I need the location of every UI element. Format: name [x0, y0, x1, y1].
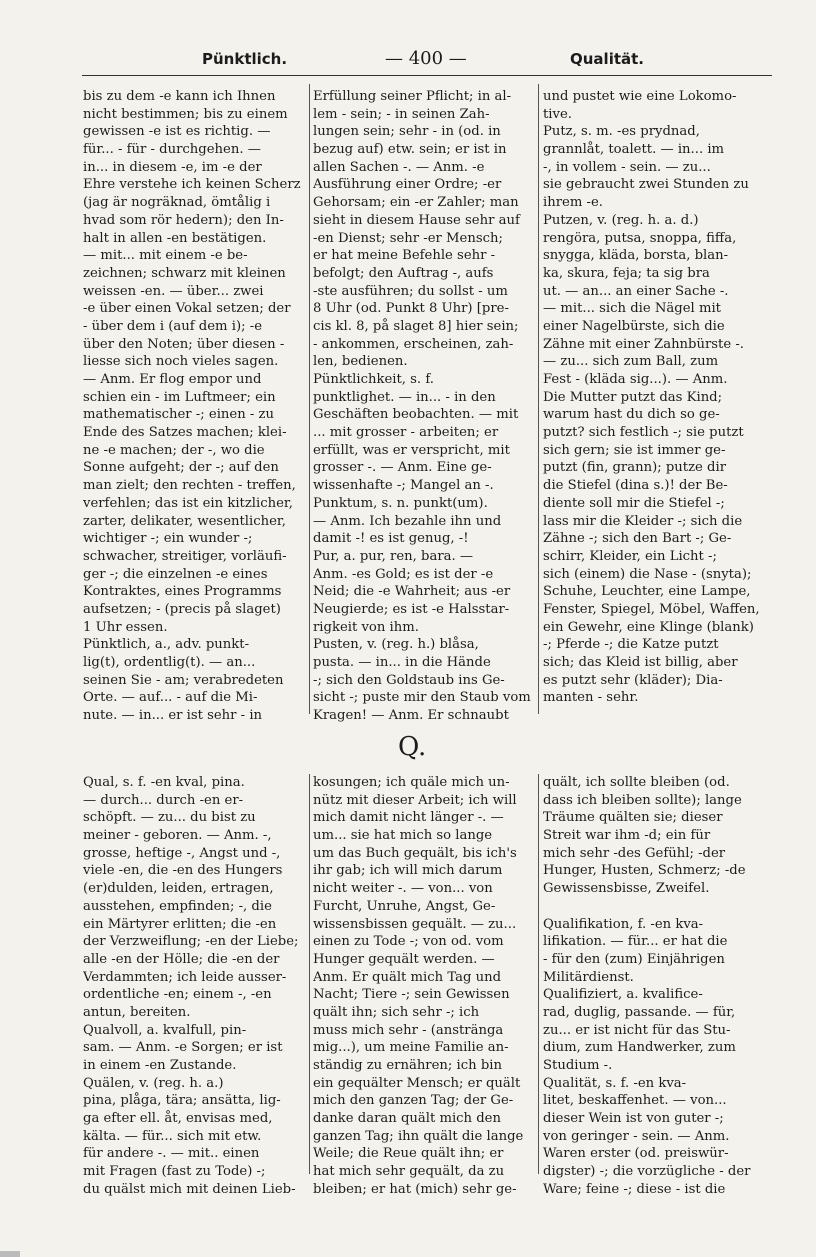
- text-line: ihr gab; ich will mich darum: [313, 863, 503, 879]
- text-line: und pustet wie eine Lokomo-: [543, 89, 737, 104]
- text-line: man zielt; den rechten - treffen,: [83, 478, 296, 494]
- text-line: gewissen -e ist es richtig. —: [83, 124, 271, 140]
- text-line: kälta. — für... sich mit etw.: [83, 1128, 262, 1144]
- text-line: punktlighet. — in... - in den: [313, 389, 496, 405]
- text-line: Pünktlich, a., adv. punkt-: [83, 637, 250, 653]
- text-line: Qualifiziert, a. kvalifice-: [543, 987, 703, 1003]
- text-line: - für den (zum) Einjährigen: [543, 951, 725, 967]
- page-number: — 400 —: [385, 48, 467, 69]
- text-line: Geschäften beobachten. — mit: [313, 407, 519, 423]
- text-line: muss mich sehr - (anstränga: [313, 1022, 504, 1038]
- text-line: (jag är nogräknad, ömtålig i: [83, 195, 271, 211]
- text-line: damit -! es ist genug, -!: [313, 531, 469, 547]
- text-line: Kragen! — Anm. Er schnaubt: [313, 708, 509, 724]
- text-line: wichtiger -; ein wunder -;: [83, 531, 253, 547]
- text-line: Ehre verstehe ich keinen Scherz: [83, 177, 301, 193]
- text-line: rigkeit von ihm.: [313, 619, 419, 635]
- text-line: ne -e machen; der -, wo die: [83, 442, 265, 458]
- text-line: in... in diesem -e, im -e der: [83, 159, 262, 175]
- text-line: in einem -en Zustande.: [83, 1058, 237, 1073]
- text-line: digster) -; die vorzügliche - der: [543, 1164, 751, 1180]
- text-line: ... mit grosser - arbeiten; er: [313, 425, 499, 441]
- text-line: mathematischer -; einen - zu: [83, 407, 274, 423]
- text-line: halt in allen -en bestätigen.: [83, 230, 267, 246]
- text-line: (er)dulden, leiden, ertragen,: [83, 881, 274, 897]
- text-line: sam. — Anm. -e Sorgen; er ist: [83, 1040, 283, 1056]
- text-line: über den Noten; über diesen -: [83, 336, 285, 352]
- text-line: mich damit nicht länger -. —: [313, 810, 504, 826]
- text-line: schien ein - im Luftmeer; ein: [83, 389, 276, 405]
- column-divider: [538, 84, 539, 714]
- text-line: - über dem i (auf dem i); -e: [83, 318, 263, 334]
- text-line: Furcht, Unruhe, Angst, Ge-: [313, 898, 496, 914]
- text-line: — Anm. Ich bezahle ihn und: [313, 513, 502, 529]
- text-line: Kontraktes, eines Programms: [83, 584, 282, 600]
- text-line: dium, zum Handwerker, zum: [543, 1040, 736, 1056]
- bottom-column-2: [313, 774, 533, 1199]
- text-line: dieser Wein ist von guter -;: [543, 1111, 724, 1127]
- text-line: Anm. -es Gold; es ist der -e: [313, 566, 494, 582]
- text-line: hvad som rör hedern); den In-: [83, 212, 284, 228]
- text-line: — mit... sich die Nägel mit: [543, 301, 721, 317]
- text-line: len, bedienen.: [313, 354, 408, 370]
- text-line: lig(t), ordentlig(t). — an...: [83, 655, 256, 670]
- text-line: nicht bestimmen; bis zu einem: [83, 106, 288, 122]
- text-line: diente soll mir die Stiefel -;: [543, 495, 725, 511]
- text-line: Putz, s. m. -es prydnad,: [543, 124, 700, 140]
- text-line: Studium -.: [543, 1058, 613, 1073]
- text-line: sieht in diesem Hause sehr auf: [313, 212, 520, 228]
- text-line: der Verzweiflung; -en der Liebe;: [83, 934, 299, 950]
- text-line: -e über einen Vokal setzen; der: [83, 301, 291, 317]
- text-line: quält ihn; sich sehr -; ich: [313, 1004, 480, 1020]
- text-line: Ende des Satzes machen; klei-: [83, 425, 287, 441]
- text-line: grosser -. — Anm. Eine ge-: [313, 460, 492, 476]
- text-line: Gehorsam; ein -er Zahler; man: [313, 195, 519, 211]
- text-line: Qualvoll, a. kvalfull, pin-: [83, 1022, 247, 1038]
- text-line: pusta. — in... in die Hände: [313, 655, 491, 670]
- text-line: bleiben; er hat (mich) sehr ge-: [313, 1181, 517, 1197]
- text-line: Orte. — auf... - auf die Mi-: [83, 690, 258, 706]
- text-line: weissen -en. — über... zwei: [83, 283, 264, 299]
- text-line: pina, plåga, tära; ansätta, lig-: [83, 1093, 281, 1109]
- bottom-column-3: [543, 774, 765, 1199]
- text-line: meiner - geboren. — Anm. -,: [83, 828, 272, 844]
- text-line: Gewissensbisse, Zweifel.: [543, 881, 710, 897]
- text-line: — mit... mit einem -e be-: [83, 248, 248, 264]
- text-line: Ausführung einer Ordre; -er: [313, 177, 502, 193]
- text-line: ein gequälter Mensch; er quält: [313, 1075, 521, 1091]
- text-line: ein Gewehr, eine Klinge (blank): [543, 619, 754, 635]
- text-line: liesse sich noch vieles sagen.: [83, 354, 279, 370]
- text-line: nute. — in... er ist sehr - in: [83, 708, 263, 724]
- text-line: snygga, kläda, borsta, blan-: [543, 248, 729, 264]
- text-line: -; sich den Goldstaub ins Ge-: [313, 672, 505, 688]
- text-line: Pur, a. pur, ren, bara. —: [313, 548, 474, 564]
- text-line: einer Nagelbürste, sich die: [543, 318, 725, 334]
- text-line: ordentliche -en; einem -, -en: [83, 987, 272, 1003]
- text-line: — durch... durch -en er-: [83, 792, 244, 808]
- column-divider: [309, 774, 310, 1174]
- top-column-2: [313, 88, 533, 725]
- text-line: ger -; die einzelnen -e eines: [83, 566, 268, 582]
- top-column-3: [543, 88, 765, 707]
- text-line: cis kl. 8, på slaget 8] hier sein;: [313, 318, 519, 334]
- text-line: für... - für - durchgehen. —: [83, 142, 261, 158]
- text-line: wissenhafte -; Mangel an -.: [313, 478, 494, 494]
- text-line: Weile; die Reue quält ihn; er: [313, 1146, 504, 1162]
- text-line: Neugierde; es ist -e Halsstar-: [313, 601, 510, 617]
- text-line: du quälst mich mit deinen Lieb-: [83, 1181, 296, 1197]
- text-line: die Stiefel (dina s.)! der Be-: [543, 478, 728, 494]
- text-line: Streit war ihm -d; ein für: [543, 828, 711, 844]
- text-line: Zähne mit einer Zahnbürste -.: [543, 336, 744, 352]
- text-line: schirr, Kleider, ein Licht -;: [543, 548, 717, 564]
- text-line: verfehlen; das ist ein kitzlicher,: [83, 495, 293, 511]
- text-line: bis zu dem -e kann ich Ihnen: [83, 89, 276, 104]
- text-line: um... sie hat mich so lange: [313, 828, 493, 844]
- text-line: viele -en, die -en des Hungers: [83, 863, 283, 879]
- text-line: Nacht; Tiere -; sein Gewissen: [313, 987, 510, 1003]
- text-line: nicht weiter -. — von... von: [313, 881, 493, 897]
- text-line: lifikation. — für... er hat die: [543, 934, 728, 950]
- header-left-word: Pünktlich.: [202, 50, 288, 68]
- text-line: er hat meine Befehle sehr -: [313, 248, 496, 264]
- header-right-word: Qualität.: [570, 50, 644, 68]
- text-line: litet, beskaffenhet. — von...: [543, 1093, 727, 1109]
- text-line: -ste ausführen; du sollst - um: [313, 283, 508, 299]
- text-line: kosungen; ich quäle mich un-: [313, 775, 510, 790]
- text-line: putzt? sich festlich -; sie putzt: [543, 425, 744, 441]
- column-divider: [309, 84, 310, 714]
- text-line: erfüllt, was er verspricht, mit: [313, 442, 510, 458]
- text-line: aufsetzen; - (precis på slaget): [83, 601, 281, 617]
- text-line: Die Mutter putzt das Kind;: [543, 389, 723, 405]
- text-line: sich gern; sie ist immer ge-: [543, 442, 726, 458]
- text-line: ga efter ell. åt, envisas med,: [83, 1111, 273, 1127]
- text-line: schöpft. — zu... du bist zu: [83, 810, 256, 826]
- text-line: Qualität, s. f. -en kva-: [543, 1075, 687, 1091]
- text-line: ihrem -e.: [543, 195, 603, 211]
- text-line: Hunger, Husten, Schmerz; -de: [543, 863, 746, 879]
- text-line: ka, skura, feja; ta sig bra: [543, 265, 710, 281]
- text-line: Hunger gequält werden. —: [313, 951, 495, 967]
- text-line: rengöra, putsa, snoppa, fiffa,: [543, 230, 737, 246]
- text-line: bezug auf) etw. sein; er ist in: [313, 142, 507, 158]
- text-line: Sonne aufgeht; der -; auf den: [83, 460, 279, 476]
- text-line: dass ich bleiben sollte); lange: [543, 792, 742, 808]
- text-line: 1 Uhr essen.: [83, 619, 168, 635]
- header-rule: [82, 75, 772, 76]
- text-line: manten - sehr.: [543, 690, 639, 706]
- text-line: zarter, delikater, wesentlicher,: [83, 513, 286, 529]
- text-line: Ware; feine -; diese - ist die: [543, 1181, 726, 1197]
- text-line: Anm. Er quält mich Tag und: [313, 969, 502, 985]
- text-line: ausstehen, empfinden; -, die: [83, 898, 272, 914]
- text-line: grosse, heftige -, Angst und -,: [83, 845, 281, 861]
- text-line: ganzen Tag; ihn quält die lange: [313, 1128, 524, 1144]
- text-line: Fenster, Spiegel, Möbel, Waffen,: [543, 601, 760, 617]
- text-line: lungen sein; sehr - in (od. in: [313, 124, 501, 140]
- text-line: lem - sein; - in seinen Zah-: [313, 106, 490, 122]
- text-line: mich sehr -des Gefühl; -der: [543, 845, 726, 861]
- text-line: Schuhe, Leuchter, eine Lampe,: [543, 584, 751, 600]
- text-line: Quälen, v. (reg. h. a.): [83, 1075, 224, 1091]
- scan-artifact: [0, 1251, 20, 1257]
- text-line: lass mir die Kleider -; sich die: [543, 513, 743, 529]
- text-line: mich den ganzen Tag; der Ge-: [313, 1093, 514, 1109]
- text-line: danke daran quält mich den: [313, 1111, 501, 1127]
- text-line: schwacher, streitiger, vorläufi-: [83, 548, 287, 564]
- text-line: sich; das Kleid ist billig, aber: [543, 655, 738, 670]
- text-line: mit Fragen (fast zu Tode) -;: [83, 1164, 266, 1180]
- text-line: Putzen, v. (reg. h. a. d.): [543, 212, 699, 228]
- text-line: — Anm. Er flog empor und: [83, 372, 262, 387]
- text-line: -; Pferde -; die Katze putzt: [543, 637, 719, 653]
- text-line: - ankommen, erscheinen, zah-: [313, 336, 514, 352]
- text-line: antun, bereiten.: [83, 1004, 191, 1020]
- text-line: zu... er ist nicht für das Stu-: [543, 1022, 731, 1038]
- text-line: putzt (fin, grann); putze dir: [543, 460, 727, 476]
- running-header: [80, 48, 770, 74]
- text-line: von geringer - sein. — Anm.: [543, 1128, 730, 1144]
- text-line: Träume quälten sie; dieser: [543, 810, 723, 826]
- text-line: [543, 898, 765, 916]
- text-line: Militärdienst.: [543, 969, 634, 985]
- text-line: Zähne -; sich den Bart -; Ge-: [543, 531, 732, 547]
- text-line: Qual, s. f. -en kval, pina.: [83, 775, 245, 790]
- text-line: Neid; die -e Wahrheit; aus -er: [313, 584, 511, 600]
- text-line: sich (einem) die Nase - (snyta);: [543, 566, 752, 582]
- text-line: quält, ich sollte bleiben (od.: [543, 775, 730, 790]
- text-line: seinen Sie - am; verabredeten: [83, 672, 284, 688]
- section-letter: Q.: [398, 732, 427, 762]
- text-line: Fest - (kläda sig...). — Anm.: [543, 372, 728, 387]
- bottom-column-1: [83, 774, 303, 1199]
- text-line: ein Märtyrer erlitten; die -en: [83, 916, 277, 932]
- text-line: sie gebraucht zwei Stunden zu: [543, 177, 749, 193]
- text-line: -en Dienst; sehr -er Mensch;: [313, 230, 503, 246]
- text-line: tive.: [543, 106, 572, 122]
- text-line: — zu... sich zum Ball, zum: [543, 354, 719, 370]
- column-divider: [538, 774, 539, 1174]
- text-line: nütz mit dieser Arbeit; ich will: [313, 792, 517, 808]
- text-line: ständig zu ernähren; ich bin: [313, 1058, 502, 1073]
- text-line: wissensbissen gequält. — zu...: [313, 916, 517, 932]
- text-line: warum hast du dich so ge-: [543, 407, 720, 423]
- text-line: Erfüllung seiner Pflicht; in al-: [313, 89, 512, 104]
- text-line: alle -en der Hölle; die -en der: [83, 951, 280, 967]
- text-line: befolgt; den Auftrag -, aufs: [313, 265, 494, 281]
- text-line: es putzt sehr (kläder); Dia-: [543, 672, 723, 688]
- text-line: -, in vollem - sein. — zu...: [543, 159, 711, 175]
- text-line: Verdammten; ich leide ausser-: [83, 969, 287, 985]
- text-line: sicht -; puste mir den Staub vom: [313, 690, 531, 706]
- text-line: allen Sachen -. — Anm. -e: [313, 159, 485, 175]
- text-line: hat mich sehr gequält, da zu: [313, 1164, 505, 1180]
- text-line: 8 Uhr (od. Punkt 8 Uhr) [pre-: [313, 301, 509, 317]
- text-line: mig...), um meine Familie an-: [313, 1040, 509, 1056]
- text-line: grannlåt, toalett. — in... im: [543, 142, 725, 158]
- top-column-1: [83, 88, 303, 725]
- text-line: Pünktlichkeit, s. f.: [313, 372, 434, 387]
- text-line: Qualifikation, f. -en kva-: [543, 916, 704, 932]
- text-line: für andere -. — mit.. einen: [83, 1146, 260, 1162]
- text-line: um das Buch gequält, bis ich's: [313, 845, 517, 861]
- text-line: einen zu Tode -; von od. vom: [313, 934, 504, 950]
- text-line: ut. — an... an einer Sache -.: [543, 283, 729, 299]
- text-line: Waren erster (od. preiswür-: [543, 1146, 729, 1162]
- text-line: Pusten, v. (reg. h.) blåsa,: [313, 637, 479, 653]
- text-line: rad, duglig, passande. — für,: [543, 1004, 736, 1020]
- text-line: Punktum, s. n. punkt(um).: [313, 495, 488, 511]
- text-line: zeichnen; schwarz mit kleinen: [83, 265, 286, 281]
